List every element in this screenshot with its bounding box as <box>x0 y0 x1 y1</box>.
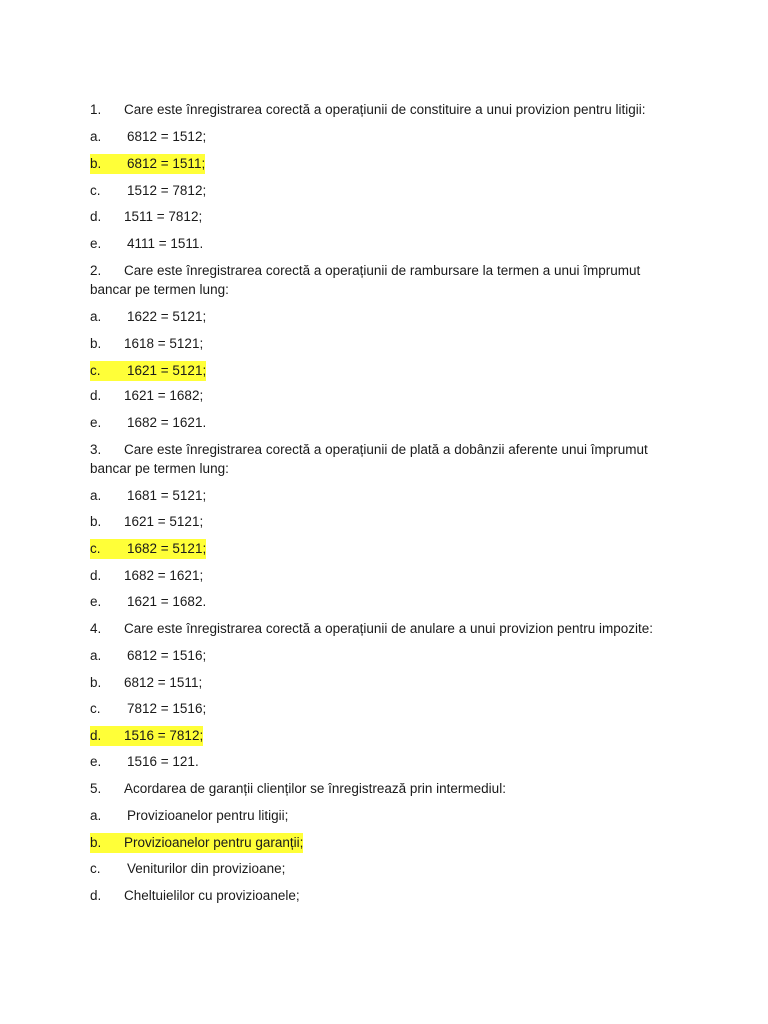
option-letter: d. <box>90 388 102 403</box>
option-letter: c. <box>90 861 101 876</box>
option-text: Provizioanelor pentru litigii; <box>127 808 289 823</box>
option-text: 1682 = 1621. <box>127 415 207 430</box>
option-letter: b. <box>90 514 102 529</box>
option-letter: b. <box>90 156 102 171</box>
option-letter: a. <box>90 648 102 663</box>
option-text: 1516 = 121. <box>127 754 199 769</box>
option-text: 1622 = 5121; <box>127 309 207 324</box>
option-text: 1516 = 7812; <box>124 728 204 743</box>
question-number: 1. <box>90 102 102 117</box>
correct-answer-highlight <box>90 539 206 559</box>
option-letter: c. <box>90 541 101 556</box>
question-number: 2. <box>90 263 102 278</box>
option-text: 1621 = 1682. <box>127 594 207 609</box>
option-text: 6812 = 1511; <box>127 156 206 171</box>
correct-answer-highlight <box>90 833 303 853</box>
option-letter: b. <box>90 336 102 351</box>
option-letter: b. <box>90 835 102 850</box>
option-text: 6812 = 1511; <box>124 675 203 690</box>
correct-answer-highlight <box>90 726 203 746</box>
option-text: 1512 = 7812; <box>127 183 207 198</box>
option-text: 1621 = 5121; <box>124 514 204 529</box>
option-text: 7812 = 1516; <box>127 701 207 716</box>
correct-answer-highlight <box>90 361 206 381</box>
option-text: 1511 = 7812; <box>124 209 203 224</box>
option-text: Veniturilor din provizioane; <box>127 861 286 876</box>
option-letter: d. <box>90 568 102 583</box>
option-text: 1682 = 5121; <box>127 541 207 556</box>
option-text: 1621 = 1682; <box>124 388 204 403</box>
question-text: Care este înregistrarea corectă a operațiunii de constituire a unui provizion pentru litigii: <box>124 102 646 117</box>
option-text: 6812 = 1516; <box>127 648 207 663</box>
option-letter: a. <box>90 129 102 144</box>
question-text: Care este înregistrarea corectă a operațiunii de rambursare la termen a unui împrumut <box>124 263 641 278</box>
option-letter: d. <box>90 209 102 224</box>
option-text: 1681 = 5121; <box>127 488 207 503</box>
option-text: 6812 = 1512; <box>127 129 207 144</box>
question-number: 5. <box>90 781 102 796</box>
question-2-continuation: bancar pe termen lung: <box>90 282 229 297</box>
option-text: 1621 = 5121; <box>127 363 207 378</box>
question-text: Care este înregistrarea corectă a operațiunii de anulare a unui provizion pentru impozite: <box>124 621 654 636</box>
option-letter: a. <box>90 488 102 503</box>
option-letter: d. <box>90 888 102 903</box>
question-text: Acordarea de garanții clienților se înregistrează prin intermediul: <box>124 781 506 796</box>
question-number: 4. <box>90 621 102 636</box>
question-3-continuation: bancar pe termen lung: <box>90 461 229 476</box>
option-text: 4111 = 1511. <box>127 236 204 251</box>
correct-answer-highlight <box>90 154 205 174</box>
option-letter: c. <box>90 183 101 198</box>
option-letter: c. <box>90 701 101 716</box>
option-text: Provizioanelor pentru garanții; <box>124 835 304 850</box>
option-letter: e. <box>90 236 102 251</box>
option-letter: e. <box>90 415 102 430</box>
option-letter: d. <box>90 728 102 743</box>
option-letter: e. <box>90 594 102 609</box>
option-letter: c. <box>90 363 101 378</box>
option-text: 1618 = 5121; <box>124 336 204 351</box>
option-letter: a. <box>90 808 102 823</box>
question-text: Care este înregistrarea corectă a operațiunii de plată a dobânzii aferente unui împrumut <box>124 442 648 457</box>
option-letter: b. <box>90 675 102 690</box>
question-number: 3. <box>90 442 102 457</box>
option-letter: e. <box>90 754 102 769</box>
option-text: 1682 = 1621; <box>124 568 204 583</box>
option-text: Cheltuielilor cu provizioanele; <box>124 888 300 903</box>
option-letter: a. <box>90 309 102 324</box>
